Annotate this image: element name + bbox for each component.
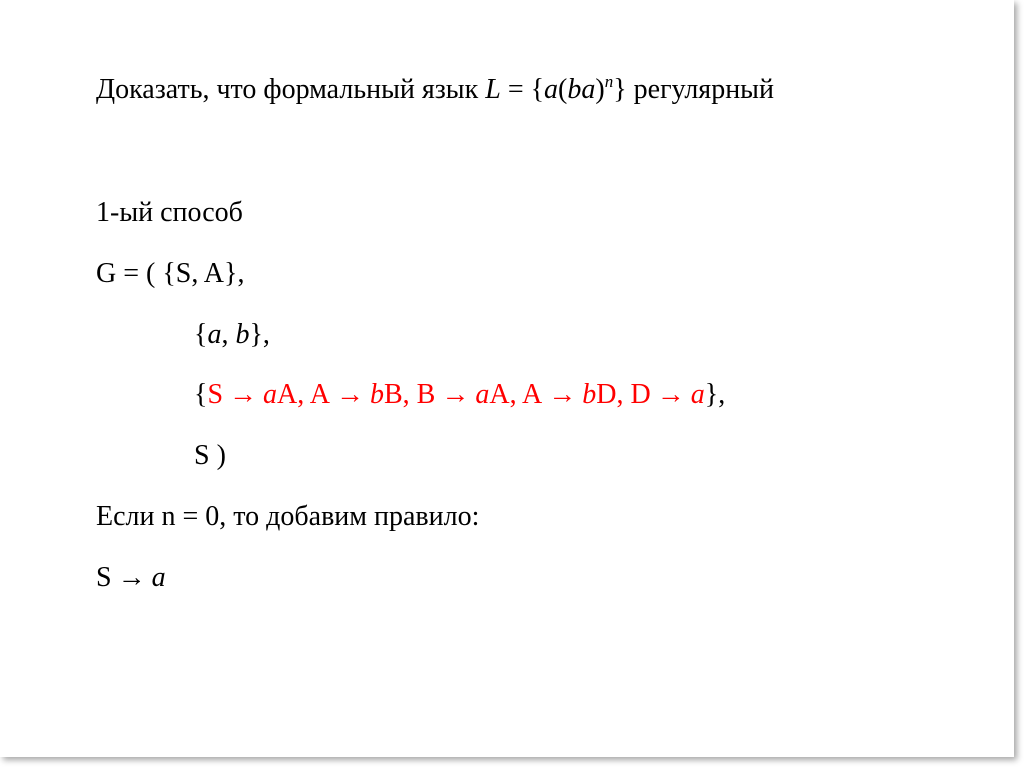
arrow-icon: → <box>656 379 685 410</box>
arrow-icon: → <box>229 379 258 410</box>
grammar-start-symbol: S ) <box>194 440 226 471</box>
rule-list <box>207 379 704 410</box>
exponent: n <box>604 72 614 91</box>
grammar-rules: {S → aA, A → bB, B → aA, A → bD, D → a}, <box>194 379 726 410</box>
grammar-terminals: {a, b}, <box>194 319 270 350</box>
grammar-nonterminals: G = ( {S, A}, <box>96 258 245 289</box>
extra-rule: S → a <box>96 562 166 593</box>
production-rule: A → bB, <box>309 379 417 410</box>
task-statement: Доказать, что формальный язык L = {a(ba)$^n$} регулярный <box>96 72 774 105</box>
arrow-icon: → <box>548 379 577 410</box>
arrow-icon: → <box>441 379 470 410</box>
arrow-icon: → <box>117 562 146 593</box>
condition-text: Если n = 0, то добавим правило: <box>96 501 480 532</box>
arrow-icon: → <box>335 379 364 410</box>
production-rule: B → aA, <box>416 379 523 410</box>
method-label: 1-ый способ <box>96 197 243 228</box>
production-rule: D → a <box>630 379 705 410</box>
production-rule: A → bD, <box>522 379 631 410</box>
production-rule: S → aA, <box>207 379 310 410</box>
